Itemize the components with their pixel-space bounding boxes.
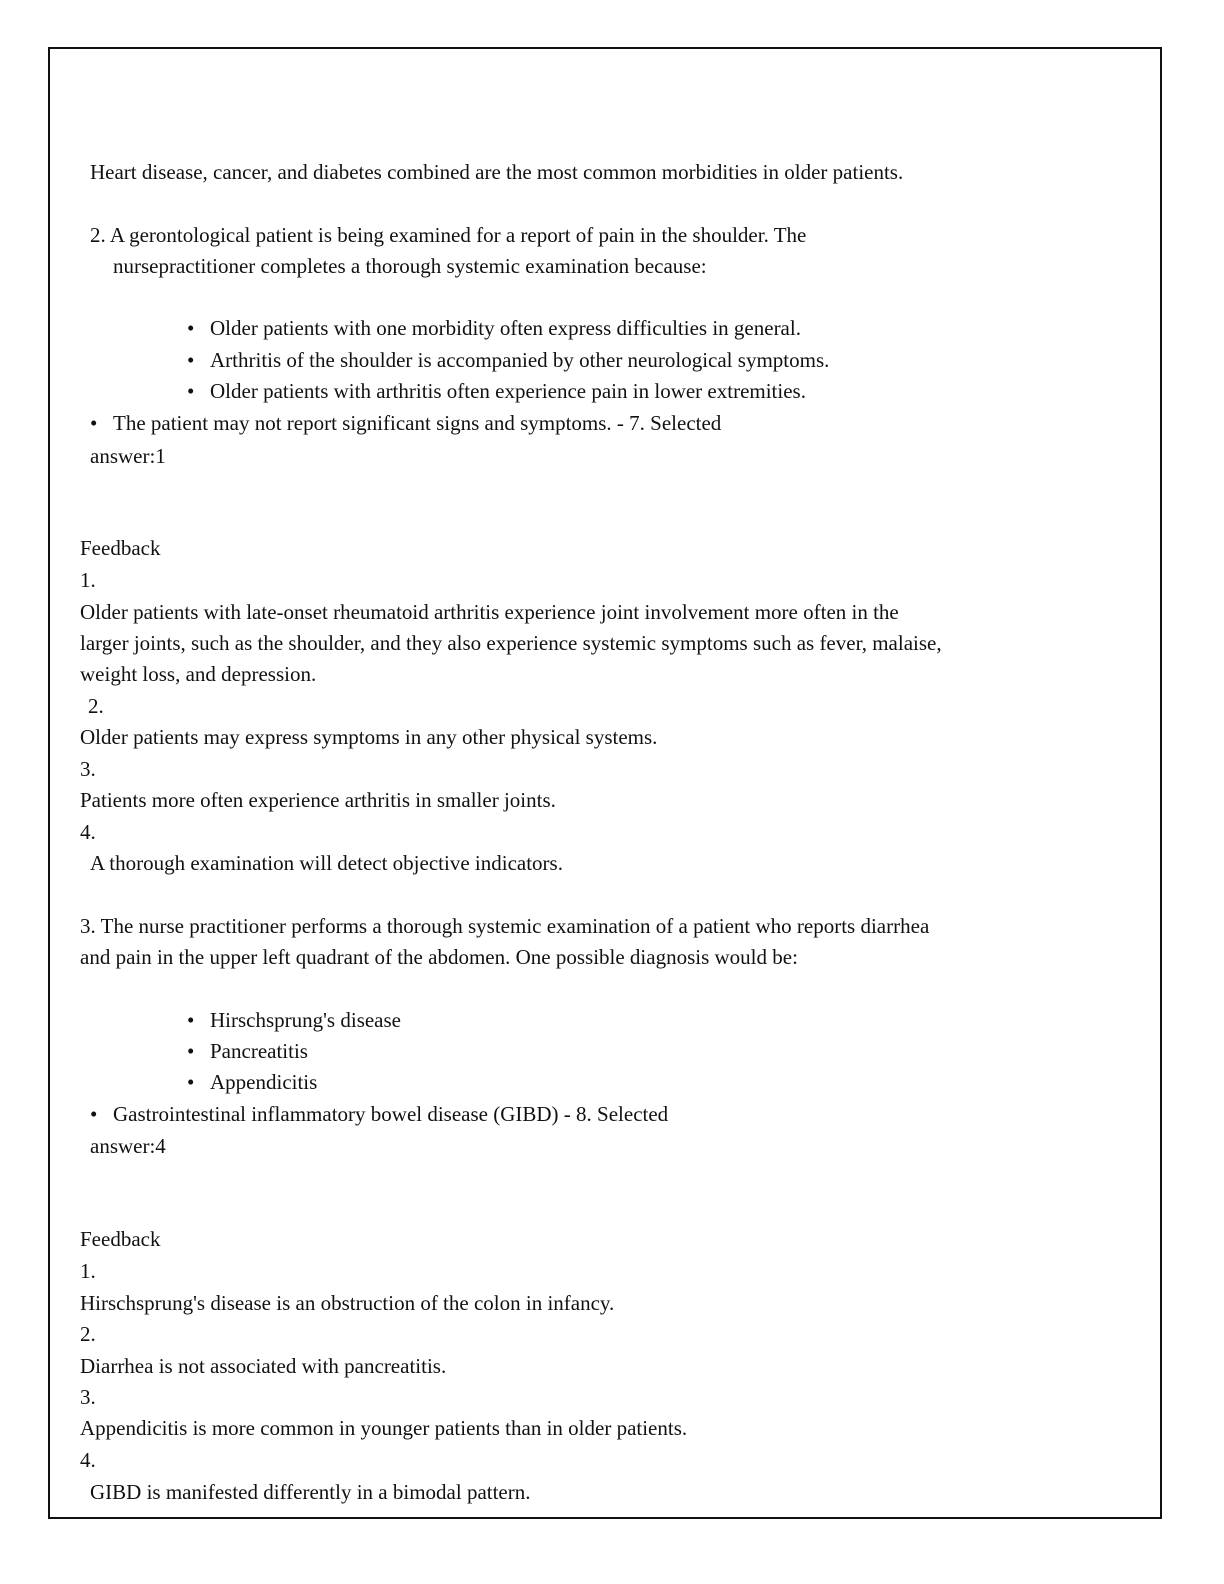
q3-option-1: • Hirschsprung's disease <box>187 1008 401 1032</box>
q2-feedback-text-2: Older patients may express symptoms in any other physical systems. <box>80 725 658 749</box>
q3-feedback-number-4: 4. <box>80 1448 96 1472</box>
q2-feedback-number-4: 4. <box>80 820 96 844</box>
q3-feedback-text-2: Diarrhea is not associated with pancreatitis. <box>80 1354 447 1378</box>
q2-feedback-text-4: A thorough examination will detect objective indicators. <box>90 851 563 875</box>
q2-feedback-number-1: 1. <box>80 568 96 592</box>
q2-feedback-number-3: 3. <box>80 757 96 781</box>
q2-feedback-text-3: Patients more often experience arthritis in smaller joints. <box>80 788 556 812</box>
q3-feedback-text-3: Appendicitis is more common in younger patients than in older patients. <box>80 1416 688 1440</box>
q3-feedback-number-2: 2. <box>80 1322 96 1346</box>
q3-feedback-text-1: Hirschsprung's disease is an obstruction of the colon in infancy. <box>80 1291 615 1315</box>
q3-stem-line-2: and pain in the upper left quadrant of the abdomen. One possible diagnosis would be: <box>80 945 798 969</box>
q3-feedback-number-1: 1. <box>80 1259 96 1283</box>
q3-feedback-text-4: GIBD is manifested differently in a bimodal pattern. <box>90 1480 531 1504</box>
intro-text: Heart disease, cancer, and diabetes combined are the most common morbidities in older patients. <box>90 160 904 184</box>
q2-option-1: • Older patients with one morbidity often express difficulties in general. <box>187 316 801 340</box>
q2-feedback-text-1-line-3: weight loss, and depression. <box>80 662 317 686</box>
q2-stem-line-2: nursepractitioner completes a thorough systemic examination because: <box>113 254 707 278</box>
q2-stem-line-1: 2. A gerontological patient is being examined for a report of pain in the shoulder. The <box>90 223 807 247</box>
q3-option-3: • Appendicitis <box>187 1070 317 1094</box>
q2-option-4: • The patient may not report significant signs and symptoms. - 7. Selected <box>90 411 721 435</box>
q3-option-4: • Gastrointestinal inflammatory bowel disease (GIBD) - 8. Selected <box>90 1102 668 1126</box>
q3-feedback-heading: Feedback <box>80 1227 161 1251</box>
q3-selected-answer: answer:4 <box>90 1134 166 1158</box>
q2-feedback-text-1-line-2: larger joints, such as the shoulder, and they also experience systemic symptoms such as fever, malaise, <box>80 631 942 655</box>
q2-feedback-text-1-line-1: Older patients with late-onset rheumatoid arthritis experience joint involvement more often in the <box>80 600 899 624</box>
q2-option-3: • Older patients with arthritis often experience pain in lower extremities. <box>187 379 806 403</box>
q2-feedback-heading: Feedback <box>80 536 161 560</box>
q2-option-2: • Arthritis of the shoulder is accompanied by other neurological symptoms. <box>187 348 829 372</box>
q3-feedback-number-3: 3. <box>80 1385 96 1409</box>
q3-stem-line-1: 3. The nurse practitioner performs a thorough systemic examination of a patient who reports diarrhea <box>80 914 930 938</box>
q2-feedback-number-2: 2. <box>88 694 104 718</box>
q2-selected-answer: answer:1 <box>90 444 166 468</box>
q3-option-2: • Pancreatitis <box>187 1039 308 1063</box>
